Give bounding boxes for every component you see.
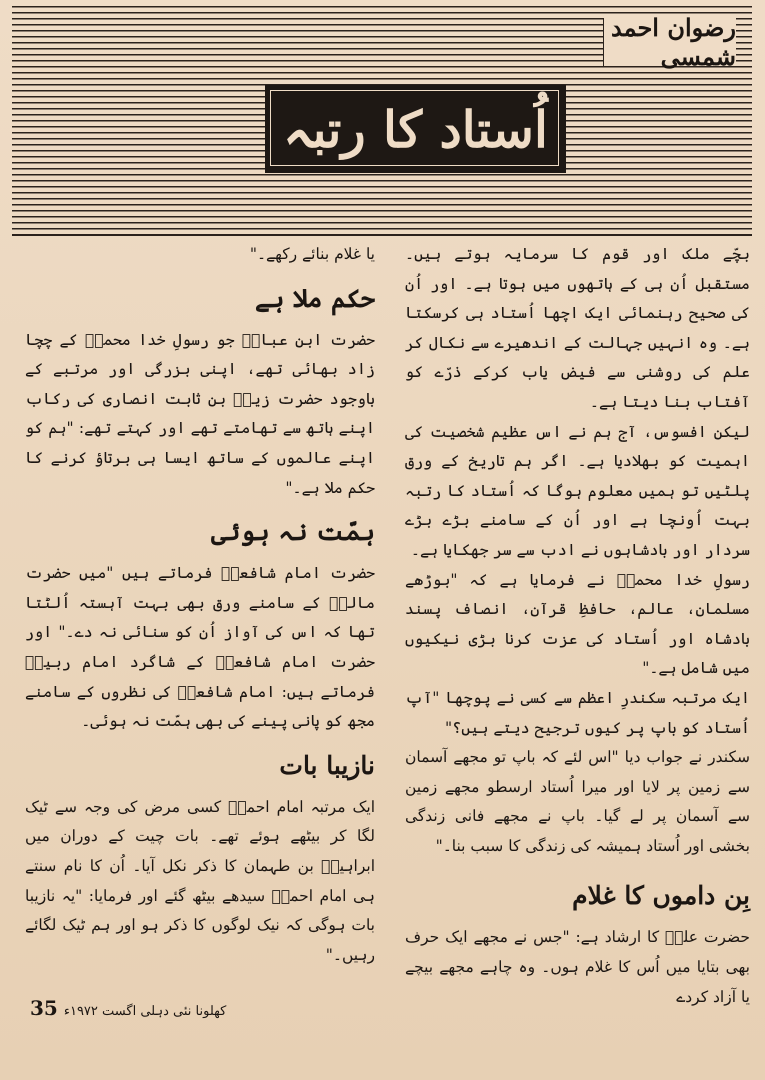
- section-heading: حکم ملا ہے: [255, 283, 375, 313]
- right-column: [405, 240, 750, 1012]
- section-heading: نازیبا بات: [279, 750, 375, 780]
- paragraph: رسولِ خدا محمدؐ نے فرمایا ہے کہ "بوڑھے مسلمان، عالم، حافظِ قرآن، انصاف پسند بادشاہ اور اُستاد کی عزت کرنا بڑی نیکیوں میں شامل ہے۔": [405, 570, 750, 678]
- page-footer: [30, 996, 226, 1020]
- paragraph-continued: یا غلام بنائے رکھے۔": [249, 245, 375, 263]
- paragraph: لیکن افسوس، آج ہم نے اس عظیم شخصیت کی اہمیت کو بھلادیا ہے۔ اگر ہم تاریخ کے ورق پلٹیں تو ہمیں معلوم ہوگا کہ اُستاد کا رتبہ بہت اُونچا ہے اور اُن کے سامنے بڑے بڑے سردار اور بادشاہوں نے ادب سے سر جھکایا ہے۔: [405, 422, 750, 559]
- left-column: [25, 240, 375, 970]
- article-title: اُستاد کا رتبہ: [283, 99, 548, 159]
- author-name: رضوان احمد شمسی: [603, 18, 736, 66]
- issue-info: کھلونا نئی دہلی اگست ۱۹۷۲ء: [63, 1004, 227, 1019]
- title-box: [265, 85, 566, 173]
- paragraph: حضرت ابن عباسؓ جو رسولِ خدا محمدؐ کے چچا زاد بھائی تھے، اپنی بزرگی اور مرتبے کے باوجود حضرت زیدؓ بن ثابت انصاری کی رکاب اپنے ہاتھ سے تھامتے تھے اور کہتے تھے: "ہم کو اپنے عالموں کے ساتھ ایسا ہی برتاؤ کرنے کا حکم ملا ہے۔": [25, 330, 375, 497]
- paragraph: بچّے ملک اور قوم کا سرمایہ ہوتے ہیں۔ مستقبل اُن ہی کے ہاتھوں میں ہوتا ہے۔ اور اُن کی صحیح رہنمائی ایک اچھا اُستاد ہی کرسکتا ہے۔ وہ انہیں جہالت کے اندھیرے سے نکال کر علم کی روشنی سے فیض یاب کرکے ذرّے کو آفتاب بنا دیتا ہے۔: [405, 245, 750, 411]
- section-heading: بِن داموں کا غلام: [572, 881, 750, 911]
- paragraph: سکندر نے جواب دیا "اس لئے کہ باپ تو مجھے آسمان سے زمین پر لایا اور میرا اُستاد ارسطو مجھے زمین سے آسمان پر لے گیا۔ باپ نے مجھے فانی زندگی بخشی اور اُستاد ہمیشہ کی زندگی کا سبب بنا۔": [405, 748, 750, 855]
- page-number: 35: [30, 996, 58, 1020]
- section-heading: ہمّت نہ ہوئی: [211, 517, 375, 547]
- paragraph: حضرت امام شافعیؒ فرماتے ہیں "میں حضرت مالکؒ کے سامنے ورق بھی بہت آہستہ اُلٹتا تھا کہ اس کی آواز اُن کو سنائی نہ دے۔" اور حضرت امام شافعیؒ کے شاگرد امام ربیعؒ فرماتے ہیں: امام شافعیؒ کی نظروں کے سامنے مجھ کو پانی پینے کی بھی ہمّت نہ ہوئی۔: [25, 564, 375, 731]
- paragraph: ایک مرتبہ سکندرِ اعظم سے کسی نے پوچھا "آپ اُستاد کو باپ پر کیوں ترجیح دیتے ہیں؟": [405, 688, 750, 737]
- header-band: [12, 6, 752, 236]
- paragraph: ایک مرتبہ امام احمدؒ کسی مرض کی وجہ سے ٹیک لگا کر بیٹھے ہوئے تھے۔ بات چیت کے دوران میں ابراہیمؒ بن طہمان کا ذکر نکل آیا۔ اُن کا نام سنتے ہی امام احمدؒ سیدھے بیٹھ گئے اور فرمایا: "یہ نازیبا بات ہوگی کہ نیک لوگوں کا ذکر ہو اور ہم ٹیک لگائے رہیں۔": [25, 797, 375, 964]
- paragraph: حضرت علیؓ کا ارشاد ہے: "جس نے مجھے ایک حرف بھی بتایا میں اُس کا غلام ہوں۔ وہ چاہے مجھے بیچے یا آزاد کردے: [405, 928, 750, 1006]
